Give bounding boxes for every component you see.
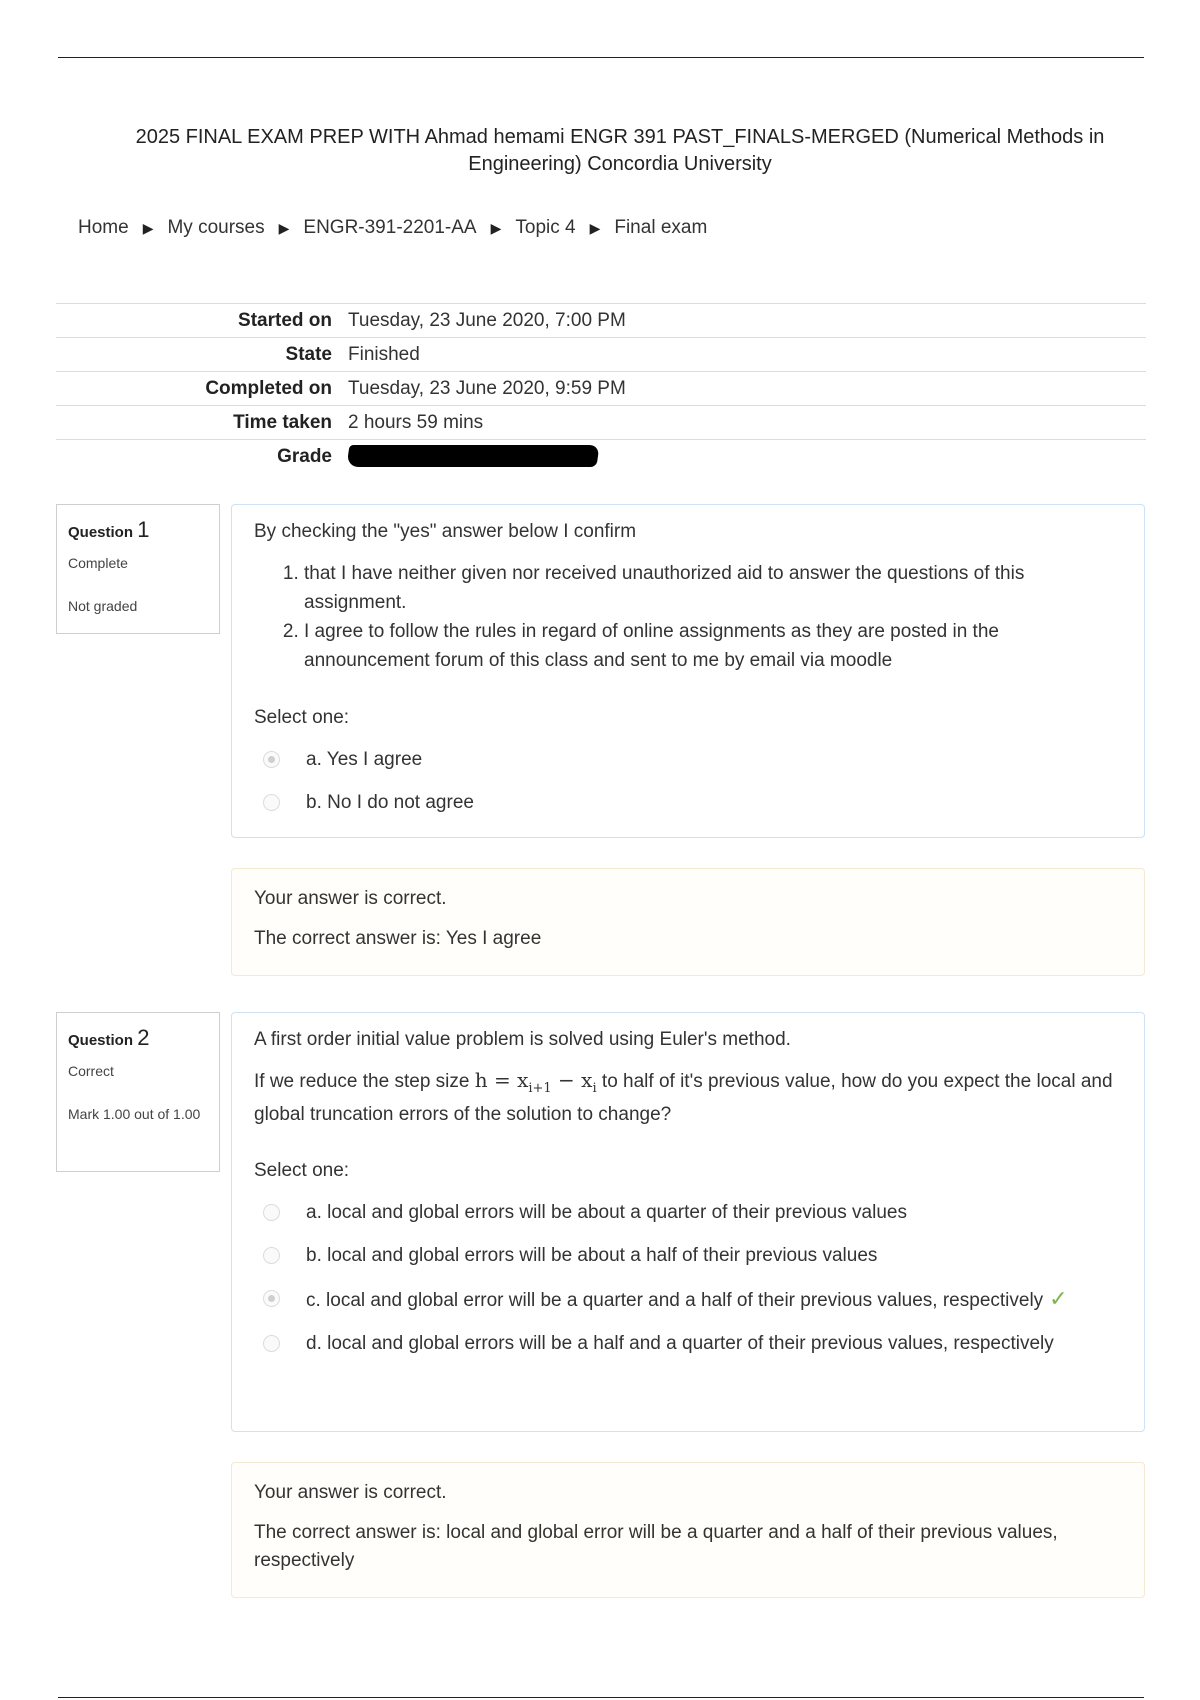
triangle-right-icon: ▶ (278, 219, 290, 236)
radio-button[interactable] (263, 1204, 280, 1221)
triangle-right-icon: ▶ (142, 219, 154, 236)
feedback-status: Your answer is correct. (254, 1482, 447, 1503)
summary-row-state (56, 338, 1146, 372)
select-one-prompt: Select one: (254, 707, 350, 728)
radio-button[interactable] (263, 1335, 280, 1352)
answer-option-b[interactable] (254, 1241, 1122, 1270)
summary-row-time (56, 406, 1146, 440)
question-label: Question (68, 1032, 134, 1049)
attempt-summary-table (56, 303, 1146, 473)
grade-redaction (346, 445, 599, 467)
triangle-right-icon: ▶ (589, 219, 601, 236)
step-size-formula: $h = x_{i+1} - x_i$ (474, 1068, 597, 1096)
question-number (68, 517, 219, 543)
summary-row-completed (56, 372, 1146, 406)
question-1-feedback (231, 868, 1145, 976)
question-number-value: 2 (137, 1025, 150, 1050)
select-one-prompt: Select one: (254, 1160, 350, 1181)
breadcrumb (78, 217, 707, 239)
radio-button[interactable] (263, 1247, 280, 1264)
list-item: 2. I agree to follow the rules in regard of online assignments as they are posted in the announcement forum of this class and sent to me by email via moodle (304, 617, 1122, 675)
question-grade: Not graded (68, 598, 138, 614)
radio-button[interactable] (263, 794, 280, 811)
question-text-part: If we reduce the step size (254, 1071, 470, 1092)
breadcrumb-my-courses[interactable]: My courses (167, 217, 265, 238)
question-2-info (56, 1012, 220, 1172)
time-taken-label: Time taken (56, 406, 340, 440)
radio-button-selected[interactable] (263, 751, 280, 768)
option-label: a. local and global errors will be about a quarter of their previous values (306, 1202, 907, 1223)
completed-value: Tuesday, 23 June 2020, 9:59 PM (340, 372, 1146, 406)
summary-row-grade (56, 440, 1146, 474)
breadcrumb-topic[interactable]: Topic 4 (515, 217, 576, 238)
state-label: State (56, 338, 340, 372)
summary-row-started (56, 304, 1146, 338)
breadcrumb-home[interactable]: Home (78, 217, 129, 238)
question-number-value: 1 (137, 517, 150, 542)
feedback-correct-answer: The correct answer is: local and global error will be a quarter and a half of their previous values, respectively (254, 1522, 1058, 1571)
state-value: Finished (340, 338, 1146, 372)
question-2-feedback (231, 1462, 1145, 1598)
answer-option-b[interactable] (254, 788, 1122, 817)
question-label: Question (68, 524, 134, 541)
question-number (68, 1025, 219, 1051)
radio-button-selected[interactable] (263, 1290, 280, 1307)
question-text-part: to half of it's previous value, how do you expect the local and global truncation errors of the solution to change? (254, 1071, 1113, 1125)
started-label: Started on (56, 304, 340, 338)
answer-option-a[interactable] (254, 1198, 1122, 1227)
completed-label: Completed on (56, 372, 340, 406)
question-1-info (56, 504, 220, 634)
bottom-rule (58, 1697, 1144, 1698)
list-item: 1. that I have neither given nor received unauthorized aid to answer the questions of this assignment. (304, 559, 1122, 617)
grade-label: Grade (56, 440, 340, 474)
question-2-content (231, 1012, 1145, 1432)
answer-option-d[interactable] (254, 1329, 1122, 1358)
time-taken-value: 2 hours 59 mins (340, 406, 1146, 440)
question-text-step-size (254, 1067, 1122, 1128)
option-label: c. local and global error will be a quarter and a half of their previous values, respectively (306, 1290, 1044, 1311)
option-label: b. local and global errors will be about a half of their previous values (306, 1245, 878, 1266)
question-text: By checking the "yes" answer below I confirm (254, 521, 637, 542)
question-grade: Mark 1.00 out of 1.00 (68, 1106, 201, 1122)
document-title: 2025 FINAL EXAM PREP WITH Ahmad hemami ENGR 391 PAST_FINALS-MERGED (Numerical Methods in Engineering) Concordia University (135, 126, 1105, 175)
question-state: Correct (68, 1063, 114, 1079)
feedback-correct-answer: The correct answer is: Yes I agree (254, 928, 542, 949)
top-rule (58, 57, 1144, 58)
question-1-content (231, 504, 1145, 838)
checkmark-icon: ✓ (1049, 1286, 1068, 1311)
started-value: Tuesday, 23 June 2020, 7:00 PM (340, 304, 1146, 338)
option-label: b. No I do not agree (306, 792, 474, 813)
question-text: A first order initial value problem is solved using Euler's method. (254, 1029, 791, 1050)
answer-option-a[interactable] (254, 745, 1122, 774)
option-label: a. Yes I agree (306, 749, 423, 770)
question-state: Complete (68, 555, 128, 571)
answer-option-c[interactable] (254, 1284, 1122, 1315)
breadcrumb-final-exam[interactable]: Final exam (614, 217, 708, 238)
feedback-status: Your answer is correct. (254, 888, 447, 909)
triangle-right-icon: ▶ (490, 219, 502, 236)
breadcrumb-course[interactable]: ENGR-391-2201-AA (303, 217, 477, 238)
option-label: d. local and global errors will be a half and a quarter of their previous values, respectively (306, 1333, 1054, 1354)
confirmation-list (254, 559, 1122, 675)
